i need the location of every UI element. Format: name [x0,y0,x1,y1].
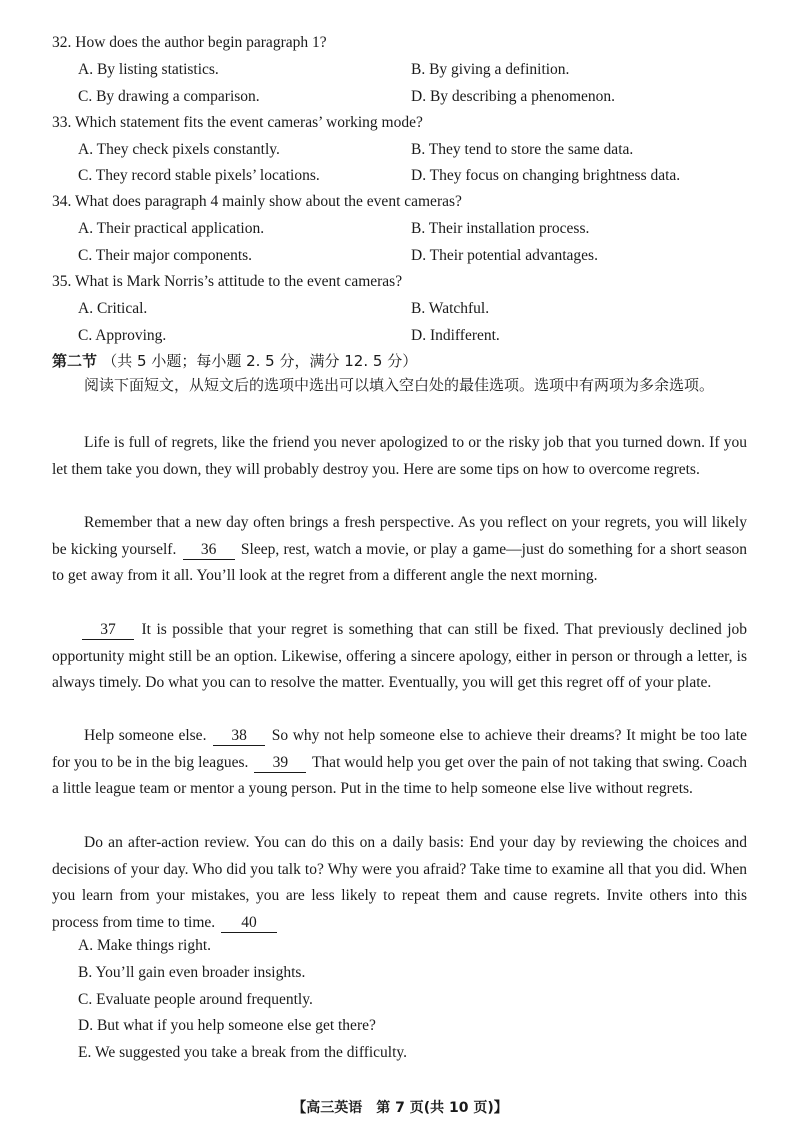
question-34-stem: 34. What does paragraph 4 mainly show about the event cameras? [52,193,462,210]
choice-b: B. You’ll gain even broader insights. [78,964,306,981]
choice-e: E. We suggested you take a break from the difficulty. [78,1044,408,1061]
section-instruction [52,372,747,399]
paragraph-3-text: It is possible that your regret is something that can still be fixed. That previously declined job opportunity might still be an option. Likewise, offering a sincere apology, either in person or through a letter, is always timely. Do what you can to resolve the matter. Eventually, you will get this regret off of your plate. [52,621,747,692]
blank-37[interactable]: 37 [82,621,134,640]
question-33-option-b: B. They tend to store the same data. [411,141,634,158]
blank-40[interactable]: 40 [221,914,277,933]
blank-38[interactable]: 38 [213,727,265,746]
blank-36[interactable]: 36 [183,541,235,560]
choice-a: A. Make things right. [78,937,212,954]
choice-c: C. Evaluate people around frequently. [78,991,313,1008]
question-35-option-b: B. Watchful. [411,300,490,317]
instruction-text: 阅读下面短文，从短文后的选项中选出可以填入空白处的最佳选项。选项中有两项为多余选项。 [84,376,715,394]
paragraph-5-text: Do an after-action review. You can do this on a daily basis: End your day by reviewing the choices and decisions of your day. Who did you talk to? Why were you afraid? Take time to examine all that you did. When you learn from your mistakes, you are less likely to repeat them and cause regrets. Invite others into this process from time to time. [52,834,747,932]
paragraph-4-text-mid: So why not help someone else to achieve their dreams? It might be too late for you to be in the big leagues. [52,727,748,771]
section-scoring-rule: （共 5 小题；每小题 2. 5 分，满分 12. 5 分） [102,352,418,370]
passage-paragraph-3 [52,617,747,697]
question-35-option-a: A. Critical. [78,300,148,317]
section-title: 第二节 [52,352,98,370]
question-33-stem: 33. Which statement fits the event cameras’ working mode? [52,114,423,131]
question-34-option-a: A. Their practical application. [78,220,265,237]
question-32-option-c: C. By drawing a comparison. [78,88,260,105]
paragraph-2-text-before: Remember that a new day often brings a fresh perspective. As you reflect on your regrets, you will likely be kicking yourself. [52,514,747,558]
paragraph-1-text: Life is full of regrets, like the friend you never apologized to or the risky job that you turned down. If you let them take you down, they will probably destroy you. Here are some tips on how to overcome regrets. [52,434,747,478]
choice-d: D. But what if you help someone else get there? [78,1017,376,1034]
paragraph-4-text-after: That would help you get over the pain of not taking that swing. Coach a little league team or mentor a young person. Put in the time to help someone else live without regrets. [52,753,747,798]
question-33-option-c: C. They record stable pixels’ locations. [78,167,320,184]
passage-paragraph-4 [52,723,747,803]
question-35-option-d: D. Indifferent. [411,327,500,344]
passage-paragraph-1 [52,430,747,483]
question-32-option-d: D. By describing a phenomenon. [411,88,616,105]
passage-paragraph-2 [52,510,747,590]
question-34-option-b: B. Their installation process. [411,220,590,237]
question-35-stem: 35. What is Mark Norris’s attitude to the event cameras? [52,273,403,290]
paragraph-2-text-after: Sleep, rest, watch a movie, or play a game—just do something for a short season to get away from it all. You’ll look at the regret from a different angle the next morning. [52,540,748,585]
question-33-option-d: D. They focus on changing brightness data. [411,167,681,184]
question-35-option-c: C. Approving. [78,327,167,344]
passage-paragraph-5 [52,830,747,937]
blank-39[interactable]: 39 [254,754,306,773]
page-footer: 【高三英语 第 7 页(共 10 页)】 [292,1100,508,1116]
question-33-option-a: A. They check pixels constantly. [78,141,280,158]
question-34-option-d: D. Their potential advantages. [411,247,598,264]
question-32-option-a: A. By listing statistics. [78,61,219,78]
question-34-option-c: C. Their major components. [78,247,253,264]
paragraph-4-text-before: Help someone else. [84,727,207,744]
section-heading [52,350,417,371]
question-32-option-b: B. By giving a definition. [411,61,570,78]
question-32-stem: 32. How does the author begin paragraph 1? [52,34,327,51]
